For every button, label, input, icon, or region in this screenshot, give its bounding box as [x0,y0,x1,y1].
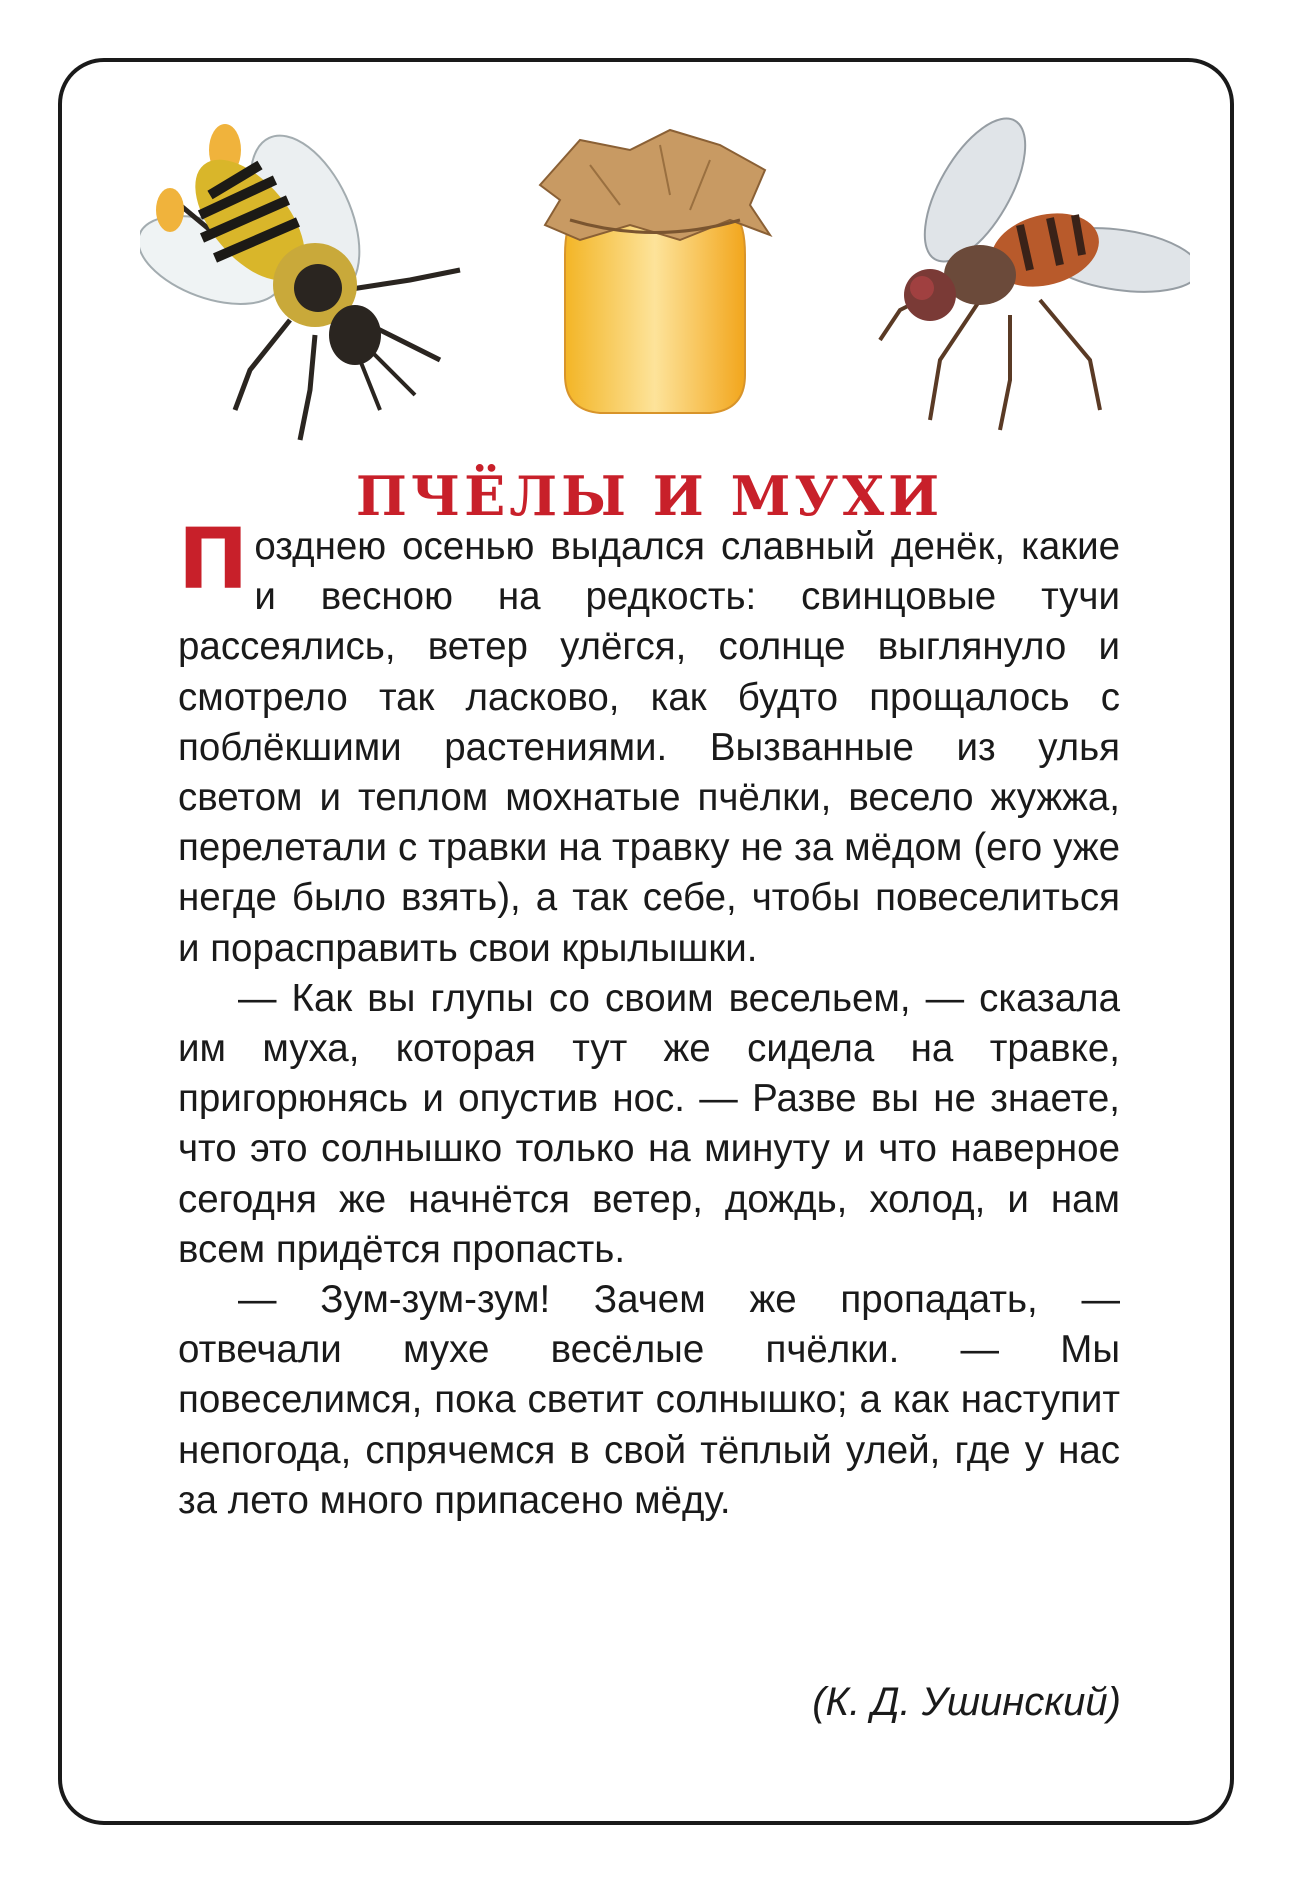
honey-jar-illustration [520,125,790,425]
paragraph-1-text: озднею осенью выдался славный денёк, какие и весною на редкость: свинцовые тучи рассеялись, ветер улёгся, солнце выглянуло и смотрело так ласково, как будто прощалось с поблёкшими растениями. Вызванные из улья светом и теплом мохнатые пчёлки, весело жужжа, перелетали с травки на травку не за мёдом (его уже негде было взять), а так себе, чтобы повеселиться и порасправить свои крылышки. [178,525,1120,970]
drop-cap: П [178,510,249,608]
paragraph-1 [178,510,1120,974]
author-attribution: (К. Д. Ушинский) [812,1680,1121,1724]
paragraph-2: — Как вы глупы со своим весельем, — сказала им муха, которая тут же сидела на травке, пригорюнясь и опустив нос. — Разве вы не знаете, что это солнышко только на минуту и что наверное сегодня же начнётся ветер, дождь, холод, и нам всем придётся пропасть. [178,976,1120,1271]
bee-illustration [140,110,470,450]
fly-illustration [870,110,1190,440]
story-text [178,510,1120,1526]
paragraph-3: — Зум-зум-зум! Зачем же пропадать, — отвечали мухе весёлые пчёлки. — Мы повеселимся, пока светит солнышко; а как наступит непогода, спрячемся в свой тёплый улей, где у нас за лето много припасено мёду. [178,1278,1120,1522]
story-title: ПЧЁЛЫ И МУХИ [355,464,944,528]
